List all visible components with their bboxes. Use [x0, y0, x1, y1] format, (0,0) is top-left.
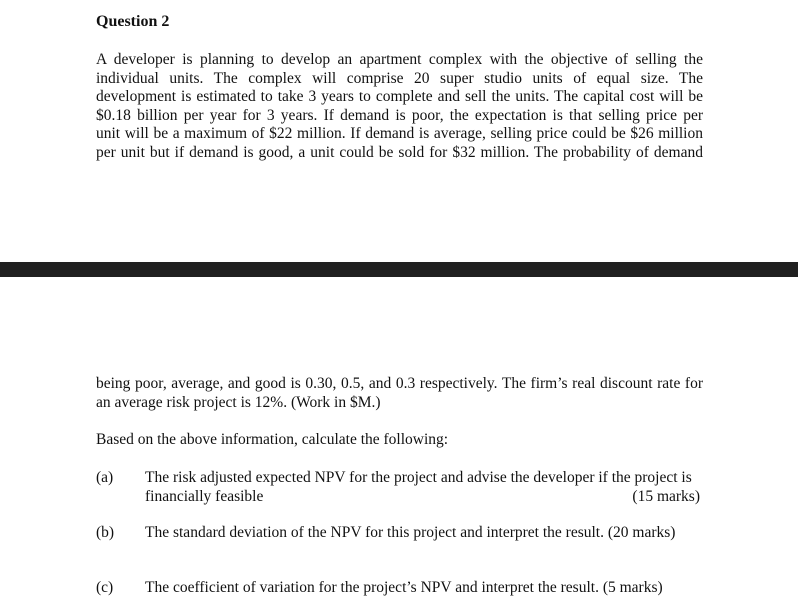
page-separator [0, 262, 798, 277]
question-part-a [96, 469, 700, 509]
part-label: (a) [96, 469, 114, 486]
part-text-line: The risk adjusted expected NPV for the project and advise the developer if the project is [145, 469, 692, 486]
question-instruction [96, 431, 716, 450]
intro-line: A developer is planning to develop an apartment complex with the objective of selling the [96, 51, 703, 68]
part-label: (b) [96, 524, 115, 541]
intro-line: per unit but if demand is good, a unit could be sold for $32 million. The probability of demand [96, 143, 703, 161]
intro-line: unit will be a maximum of $22 million. If demand is average, selling price could be $26 million [96, 125, 703, 142]
question-continuation-paragraph [96, 375, 703, 412]
part-text-line: financially feasible [145, 487, 264, 505]
continuation-line: being poor, average, and good is 0.30, 0.5, and 0.3 respectively. The firm’s real discount rate for [96, 375, 703, 392]
part-text: The standard deviation of the NPV for this project and interpret the result. (20 marks) [145, 524, 676, 541]
question-part-c [96, 579, 700, 599]
continuation-line: an average risk project is 12%. (Work in $M.) [96, 393, 381, 411]
question-part-b [96, 524, 700, 544]
part-label: (c) [96, 579, 114, 596]
part-text: The coefficient of variation for the project’s NPV and interpret the result. (5 marks) [145, 579, 663, 596]
instruction-line: Based on the above information, calculate the following: [96, 431, 449, 448]
part-text [145, 469, 700, 506]
question-title: Question 2 [96, 13, 170, 30]
intro-line: individual units. The complex will comprise 20 super studio units of equal size. The [96, 69, 703, 87]
part-marks: (15 marks) [632, 487, 700, 505]
intro-line: development is estimated to take 3 years to complete and sell the units. The capital cost will be [96, 88, 703, 105]
question-intro-paragraph [96, 51, 703, 162]
document-page-top [0, 0, 798, 262]
intro-line: $0.18 billion per year for 3 years. If demand is poor, the expectation is that selling price per [96, 106, 703, 124]
